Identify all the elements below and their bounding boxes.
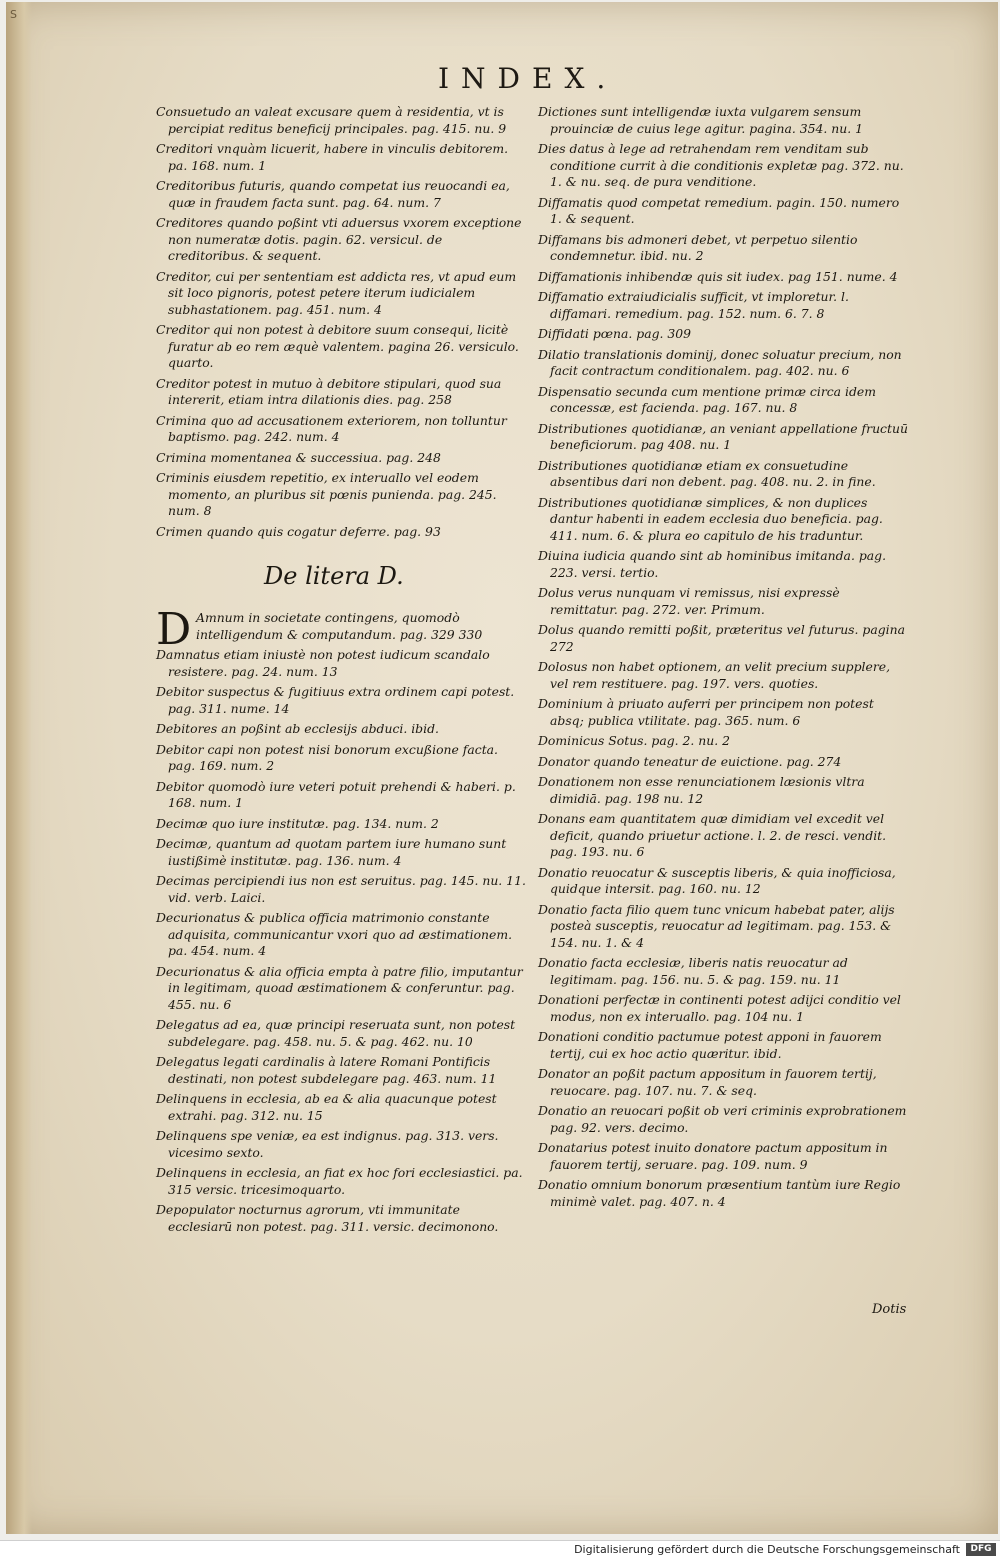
page-header: INDEX. [438,62,618,95]
index-entry: Delinquens spe veniæ, ea est indignus. pag. 313. vers. vicesimo sexto. [156,1128,499,1160]
index-entry: Decurionatus & publica officia matrimonio constante adquisita, communicantur vxori quo ad æstimationem. pa. 454. num. 4 [156,910,513,958]
index-entry: Donationi perfectæ in continenti potest adijci conditio vel modus, non ex interuallo. pag. 104 nu. 1 [538,992,901,1024]
index-entry: Decimæ, quantum ad quotam partem iure humano sunt iustißimè institutæ. pag. 136. num. 4 [156,836,507,868]
index-entry: Dominicus Sotus. pag. 2. nu. 2 [538,733,731,748]
drop-cap-letter: D [156,604,192,655]
spine-mark: S [10,8,17,21]
index-entry: Diffamans bis admoneri debet, vt perpetuo silentio condemnetur. ibid. nu. 2 [538,231,858,263]
index-entry: Dolus verus nunquam vi remissus, nisi expressè remittatur. pag. 272. ver. Primum. [538,585,840,617]
index-entry: Donationem non esse renunciationem læsionis vltra dimidiā. pag. 198 nu. 12 [538,774,865,806]
index-entry: Donationi conditio pactumue potest apponi in fauorem tertij, cui ex hoc actio quæritur. ibid. [538,1029,882,1061]
index-entry: Depopulator nocturnus agrorum, vti immunitate ecclesiarū non potest. pag. 311. versic. decimonono. [156,1202,499,1234]
index-entry: Donatarius potest inuito donatore pactum appositum in fauorem tertij, seruare. pag. 109. num. 9 [538,1140,888,1172]
section-heading: De litera D. [264,562,404,590]
index-entry: Crimina quo ad accusationem exteriorem, non tolluntur baptismo. pag. 242. num. 4 [156,412,507,444]
funding-credit: Digitalisierung gefördert durch die Deutsche Forschungsgemeinschaft [574,1543,960,1556]
index-entry: Donatio omnium bonorum præsentium tantùm iure Regio minimè valet. pag. 407. n. 4 [538,1177,901,1209]
index-entry: Creditoribus futuris, quando competat ius reuocandi ea, quæ in fraudem facta sunt. pag. 64. num. 7 [156,178,510,210]
index-entry: Delinquens in ecclesia, ab ea & alia quacunque potest extrahi. pag. 312. nu. 15 [156,1091,497,1123]
index-entry: Donans eam quantitatem quæ dimidiam vel excedit vel deficit, quando priuetur actione. l. 2. de resci. vendit. pag. 193. nu. 6 [538,811,887,859]
left-index-column [156,104,526,1239]
index-entry: Consuetudo an valeat excusare quem à residentia, vt is percipiat reditus beneficij principales. pag. 415. nu. 9 [156,104,507,136]
book-page [6,2,998,1534]
index-entry: Dies datus à lege ad retrahendam rem venditam sub conditione currit à die conditionis expletæ pag. 372. nu. 1. & nu. seq. de pura venditione. [538,141,904,189]
footer-bar [0,1540,1000,1559]
index-entry: Distributiones quotidianæ, an veniant appellatione fructuū beneficiorum. pag 408. nu. 1 [538,420,908,452]
index-entry: Donatio facta filio quem tunc vnicum habebat pater, alijs posteà susceptis, reuocatur ad legitimam. pag. 153. & 154. nu. 1. & 4 [538,901,895,950]
index-entry: Diffamatio extraiudicialis sufficit, vt imploretur. l. diffamari. remedium. pag. 152. num. 6. 7. 8 [538,289,849,321]
index-entry: Delegatus legati cardinalis à latere Romani Pontificis destinati, non potest subdelegare pag. 463. num. 11 [156,1054,497,1086]
index-entry: Crimen quando quis cogatur deferre. pag. 93 [156,523,441,539]
index-entry: Donatio an reuocari poßit ob veri criminis exprobrationem pag. 92. vers. decimo. [538,1103,907,1135]
index-entry: Decimæ quo iure institutæ. pag. 134. num. 2 [156,815,439,831]
index-entry: Diffamationis inhibendæ quis sit iudex. pag 151. nume. 4 [538,268,898,284]
index-entry: Distributiones quotidianæ etiam ex consuetudine absentibus dari non debent. pag. 408. nu. 2. in fine. [538,457,876,489]
index-entry: Decurionatus & alia officia empta à patre filio, imputantur in legitimam, quoad æstimationem & conferuntur. pag. 455. nu. 6 [156,963,523,1012]
index-entry: Debitor quomodò iure veteri potuit prehendi & haberi. p. 168. num. 1 [156,778,516,810]
index-entry: Criminis eiusdem repetitio, ex interuallo vel eodem momento, an pluribus sit pœnis punienda. pag. 245. num. 8 [156,470,497,518]
index-entry: Donator an poßit pactum appositum in fauorem tertij, reuocare. pag. 107. nu. 7. & seq. [538,1066,877,1098]
index-entry: Distributiones quotidianæ simplices, & non duplices dantur habenti in eadem ecclesia duo beneficia. pag. 411. num. 6. & plura eo capitulo de his traduntur. [538,494,883,543]
index-entry: Dolus quando remitti poßit, præteritus vel futurus. pagina 272 [538,622,905,654]
index-entry: Dolosus non habet optionem, an velit precium supplere, vel rem restituere. pag. 197. vers. quoties. [538,659,891,691]
dropcap-entry-text: Amnum in societate contingens, quomodò intelligendum & computandum. pag. 329 330 [196,610,483,642]
index-entry: Debitor suspectus & fugitiuus extra ordinem capi potest. pag. 311. nume. 14 [156,684,515,716]
index-entry: Creditor qui non potest à debitore suum consequi, licitè furatur ab eo rem æquè valentem. pagina 26. versiculo. quarto. [156,322,519,370]
index-entry: Creditores quando poßint vti aduersus vxorem exceptione non numeratæ dotis. pagin. 62. versicul. de creditoribus. & sequent. [156,215,522,263]
index-entry: Diuina iudicia quando sint ab hominibus imitanda. pag. 223. versi. tertio. [538,548,887,580]
index-entry: Delinquens in ecclesia, an fiat ex hoc fori ecclesiastici. pa. 315 versic. tricesimoquarto. [156,1165,523,1197]
index-entry: Dictiones sunt intelligendæ iuxta vulgarem sensum prouinciæ de cuius lege agitur. pagina. 354. nu. 1 [538,104,863,136]
index-entry: Donator quando teneatur de euictione. pag. 274 [538,753,842,769]
index-entry: Crimina momentanea & successiua. pag. 248 [156,449,441,465]
page-spine-edge [6,2,32,1534]
index-entry-dropcap [156,604,526,655]
index-entry: Creditor, cui per sententiam est addicta res, vt apud eum sit loco pignoris, potest petere iterum iudicialem subhastationem. pag. 451. num. 4 [156,268,517,317]
catchword: Dotis [872,1302,907,1317]
index-entry: Dominium à priuato auferri per principem non potest absq; publica vtilitate. pag. 365. num. 6 [538,696,874,728]
index-entry: Creditor potest in mutuo à debitore stipulari, quod sua intererit, etiam intra dilationis dies. pag. 258 [156,375,502,407]
index-entry: Creditori vnquàm licuerit, habere in vinculis debitorem. pa. 168. num. 1 [156,141,509,173]
index-entry: Diffamatis quod competat remedium. pagin. 150. numero 1. & sequent. [538,194,900,226]
index-entry: Dispensatio secunda cum mentione primæ circa idem concessæ, est facienda. pag. 167. nu. 8 [538,383,876,415]
index-entry: Damnatus etiam iniustè non potest iudicum scandalo resistere. pag. 24. num. 13 [156,647,490,679]
index-entry: Diffidati pœna. pag. 309 [538,326,692,341]
index-entry: Dilatio translationis dominij, donec soluatur precium, non facit contractum conditionalem. pag. 402. nu. 6 [538,346,902,378]
index-entry: Delegatus ad ea, quæ principi reseruata sunt, non potest subdelegare. pag. 458. nu. 5. & pag. 462. nu. 10 [156,1017,516,1049]
index-entry: Debitores an poßint ab ecclesijs abduci. ibid. [156,721,439,736]
index-entry: Donatio reuocatur & susceptis liberis, & quia inofficiosa, quidque intersit. pag. 160. nu. 12 [538,864,896,896]
right-index-column [538,104,910,1214]
dfg-logo-icon[interactable]: DFG [966,1543,996,1556]
index-entry: Decimas percipiendi ius non est seruitus. pag. 145. nu. 11. vid. verb. Laici. [156,873,526,905]
index-entry: Donatio facta ecclesiæ, liberis natis reuocatur ad legitimam. pag. 156. nu. 5. & pag. 159. nu. 11 [538,955,848,987]
index-entry: Debitor capi non potest nisi bonorum excußione facta. pag. 169. num. 2 [156,741,498,773]
